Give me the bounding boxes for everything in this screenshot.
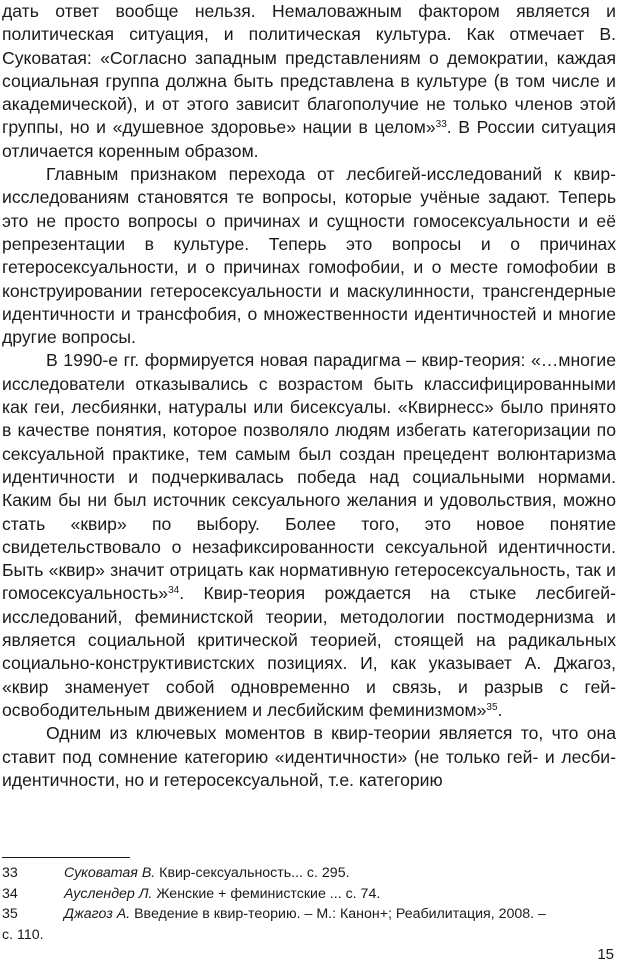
text-run: . bbox=[497, 699, 503, 720]
text-run: Главным признаком перехода от лесбигей-исследований к квир-исследованиям становятся те вопросы, которые учёные задают. Теперь это не просто вопросы о причинах и сущности гомосексуальности и её репрезентации в культуре. Теперь это вопросы и о причинах гетеросексуальности, и о причинах гомофобии, и о месте гомофобии в конструировании гетеросексуальности и маскулинности, трансгендерные идентичности и трансфобия, о множественности идентичностей и многие другие вопросы. bbox=[2, 164, 616, 348]
footnotes bbox=[2, 863, 616, 945]
text-run: В 1990-е гг. формируется новая парадигма – квир-теория: «…многие исследователи отказывались с возрастом быть классифицированными как геи, лесбиянки, натуралы или бисексуалы. «Квирнесс» было принято в качестве понятия, которое позволяло людям избегать категоризации по сексуальной практике, тем самым был создан прецедент волюнтаризма идентичности и подчеркивалась победа над социальными нормами. Каким бы ни был источник сексуального желания и удовольствия, можно стать «квир» по выбору. Более того, это новое понятие свидетельствовало о незафиксированности сексуальной идентичности. Быть «квир» значит отрицать как нормативную гетеросексуальность, так и гомосексуальность» bbox=[2, 350, 616, 604]
footnote-continuation: с. 110. bbox=[2, 926, 44, 943]
footnote-text bbox=[64, 904, 616, 925]
footnote-citation: Женские + феминистские ... с. 74. bbox=[152, 885, 381, 902]
footnote-author: Ауслендер Л. bbox=[64, 885, 153, 902]
footnote-text bbox=[64, 884, 616, 905]
footnote-author: Суковатая В. bbox=[64, 865, 156, 881]
footnote-author: Джагоз А. bbox=[64, 906, 131, 923]
footnote-ref[interactable]: 34 bbox=[168, 585, 180, 597]
footnote-number: 35 bbox=[2, 906, 18, 923]
text-run: . Квир-теория рождается на стыке лесбигей-исследований, феминистской теории, методологии постмодернизма и является социальной критической теорией, стоящей на радикальных социально-конструктивистских позициях. И, как указывает А. Джагоз, «квир знаменует собой одновременно и связь, и разрыв с гей-освободительным движением и лесбийским феминизмом» bbox=[2, 583, 616, 720]
footnote-ref[interactable]: 35 bbox=[486, 701, 498, 713]
footnote bbox=[2, 863, 616, 884]
footnote bbox=[2, 884, 616, 905]
footnote-ref[interactable]: 33 bbox=[435, 119, 447, 131]
paragraph bbox=[2, 163, 616, 349]
paragraph bbox=[2, 0, 616, 163]
text-run: . В России ситуация отличается коренным образом. bbox=[2, 117, 616, 161]
footnote-text bbox=[64, 863, 616, 884]
footnote-number: 34 bbox=[2, 885, 18, 902]
text-run: Одним из ключевых моментов в квир-теории является то, что она ставит под сомнение категорию «идентичности» (не только гей- и лесби-идентичности, но и гетеросексуальной, т.е. категорию bbox=[2, 723, 616, 790]
footnote-citation: Квир-сексуальность... с. 295. bbox=[155, 865, 350, 881]
paragraph bbox=[2, 349, 616, 722]
footnote-citation: Введение в квир-теорию. – М.: Канон+; Реабилитация, 2008. – bbox=[130, 906, 546, 923]
body-text bbox=[2, 0, 616, 792]
text-run: дать ответ вообще нельзя. Немаловажным фактором является и политическая ситуация, и политическая культура. Как отмечает В. Суковатая: «Согласно западным представлениям о демократии, каждая социальная группа должна быть представлена в культуре (в том числе и академической), и от этого зависит благополучие не только членов этой группы, но и «душевное здоровье» нации в целом» bbox=[2, 1, 616, 138]
paragraph bbox=[2, 722, 616, 792]
footnote bbox=[2, 904, 616, 925]
page-number: 15 bbox=[597, 946, 614, 963]
footnote-number: 33 bbox=[2, 865, 18, 881]
footnote-separator bbox=[2, 857, 130, 858]
